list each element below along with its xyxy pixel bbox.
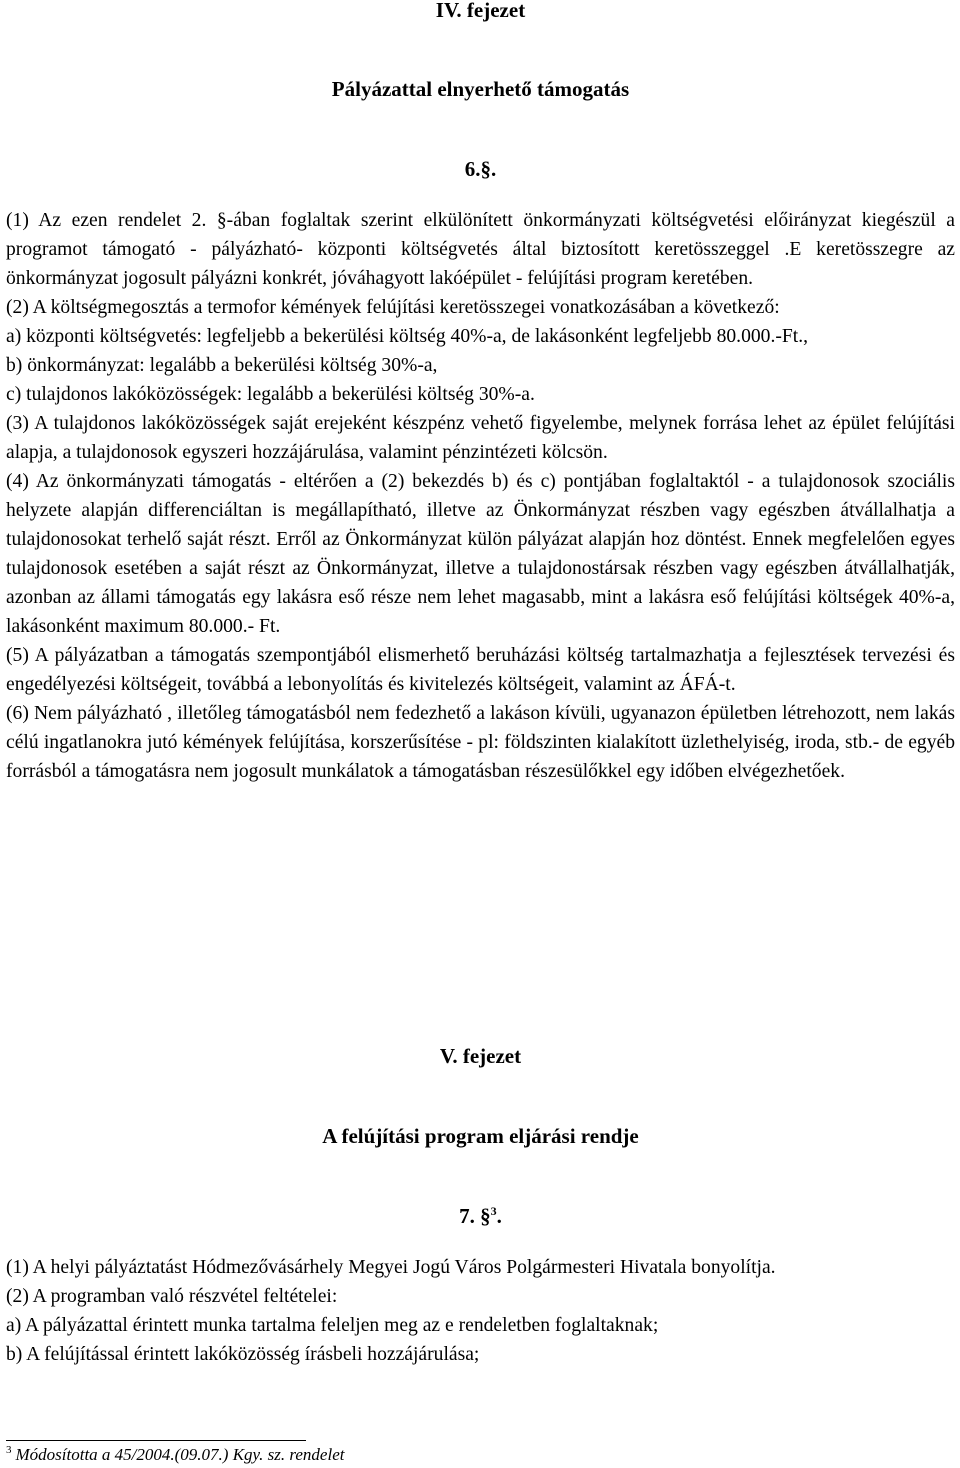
footnote [6, 1444, 344, 1466]
paragraph: (5) A pályázatban a támogatás szempontjából elismerhető beruházási költség tartalmazhatja a fejlesztések tervezési és engedélyezési költségeit, továbbá a lebonyolítás és kivitelezés költségeit, valamint az ÁFÁ-t. [6, 645, 955, 695]
chapter-heading: V. fejezet [439, 1044, 522, 1068]
list-item: b) A felújítással érintett lakóközösség írásbeli hozzájárulása; [6, 1344, 480, 1365]
footnote-number: 3 [6, 1444, 12, 1457]
section-number [6, 1204, 955, 1228]
paragraph: (2) A programban való részvétel feltételei: [6, 1286, 338, 1307]
paragraph: (4) Az önkormányzati támogatás - eltérően a (2) bekezdés b) és c) pontjában foglaltaktól - a tulajdonosok szociális helyzete alapján differenciáltan is megállapítható, illetve az Önkormányzat részben vagy egészben átvállalhatja a tulajdonosokat terhelő saját részt. Erről az Önkormányzat külön pályázat alapján hoz döntést. Ennek megfelelően egyes tulajdonosok esetében a saját részt az Önkormányzat, illetve a tulajdonostársak részben vagy egészben átvállalhatják, azonban az állami támogatás egy lakásra eső része nem lehet magasabb, mint a lakásra eső felújítási költségek 40%-a, lakásonként maximum 80.000.- Ft. [6, 471, 955, 637]
paragraph: (1) A helyi pályáztatást Hódmezővásárhely Megyei Jogú Város Polgármesteri Hivatala bonyolítja. [6, 1257, 776, 1278]
section-number-text: 7. § [459, 1204, 491, 1228]
paragraph: (1) Az ezen rendelet 2. §-ában foglaltak szerint elkülönített önkormányzati költségvetési előirányzat kiegészül a programot támogató - pályázható- központi költségvetés által biztosított keretösszeggel .E keretösszegre az önkormányzat jogosult pályázni konkrét, jóváhagyott lakóépület - felújítási program keretében. [6, 210, 955, 289]
section-number-suffix: . [496, 1204, 502, 1228]
paragraph: (3) A tulajdonos lakóközösségek saját erejeként készpénz vehető figyelembe, melynek forrása lehet az épület felújítási alapja, a tulajdonosok egyszeri hozzájárulása, valamint pénzintézeti kölcsön. [6, 413, 955, 463]
paragraph: (6) Nem pályázható , illetőleg támogatásból nem fedezhető a lakáson kívüli, ugyanazon épületben létrehozott, nem lakás célú ingatlanokra jutó kémények felújítása, korszerűsítése - pl: földszinten kialakított üzlethelyiség, iroda, stb.- de egyéb forrásból a támogatásra nem jogosult munkálatok a támogatásban részesülőkkel egy időben elvégezhetőek. [6, 703, 955, 782]
list-item: b) önkormányzat: legalább a bekerülési költség 30%-a, [6, 355, 438, 376]
list-item: c) tulajdonos lakóközösségek: legalább a bekerülési költség 30%-a. [6, 384, 535, 405]
footnote-text: Módosította a 45/2004.(09.07.) Kgy. sz. rendelet [15, 1445, 345, 1464]
section-body [6, 1253, 955, 1369]
section-number: 6.§. [464, 157, 497, 181]
section-body [6, 206, 955, 786]
paragraph: (2) A költségmegosztás a termofor kémények felújítási keretösszegei vonatkozásában a következő: [6, 297, 780, 318]
list-item: a) központi költségvetés: legfeljebb a bekerülési költség 40%-a, de lakásonként legfeljebb 80.000.-Ft., [6, 326, 809, 347]
footnote-divider [6, 1440, 306, 1441]
chapter-heading: IV. fejezet [435, 0, 526, 22]
chapter-title: Pályázattal elnyerhető támogatás [331, 77, 630, 101]
footnote-reference[interactable]: 3 [490, 1204, 497, 1218]
list-item: a) A pályázattal érintett munka tartalma feleljen meg az e rendeletben foglaltaknak; [6, 1315, 659, 1336]
chapter-title: A felújítási program eljárási rendje [322, 1124, 639, 1148]
